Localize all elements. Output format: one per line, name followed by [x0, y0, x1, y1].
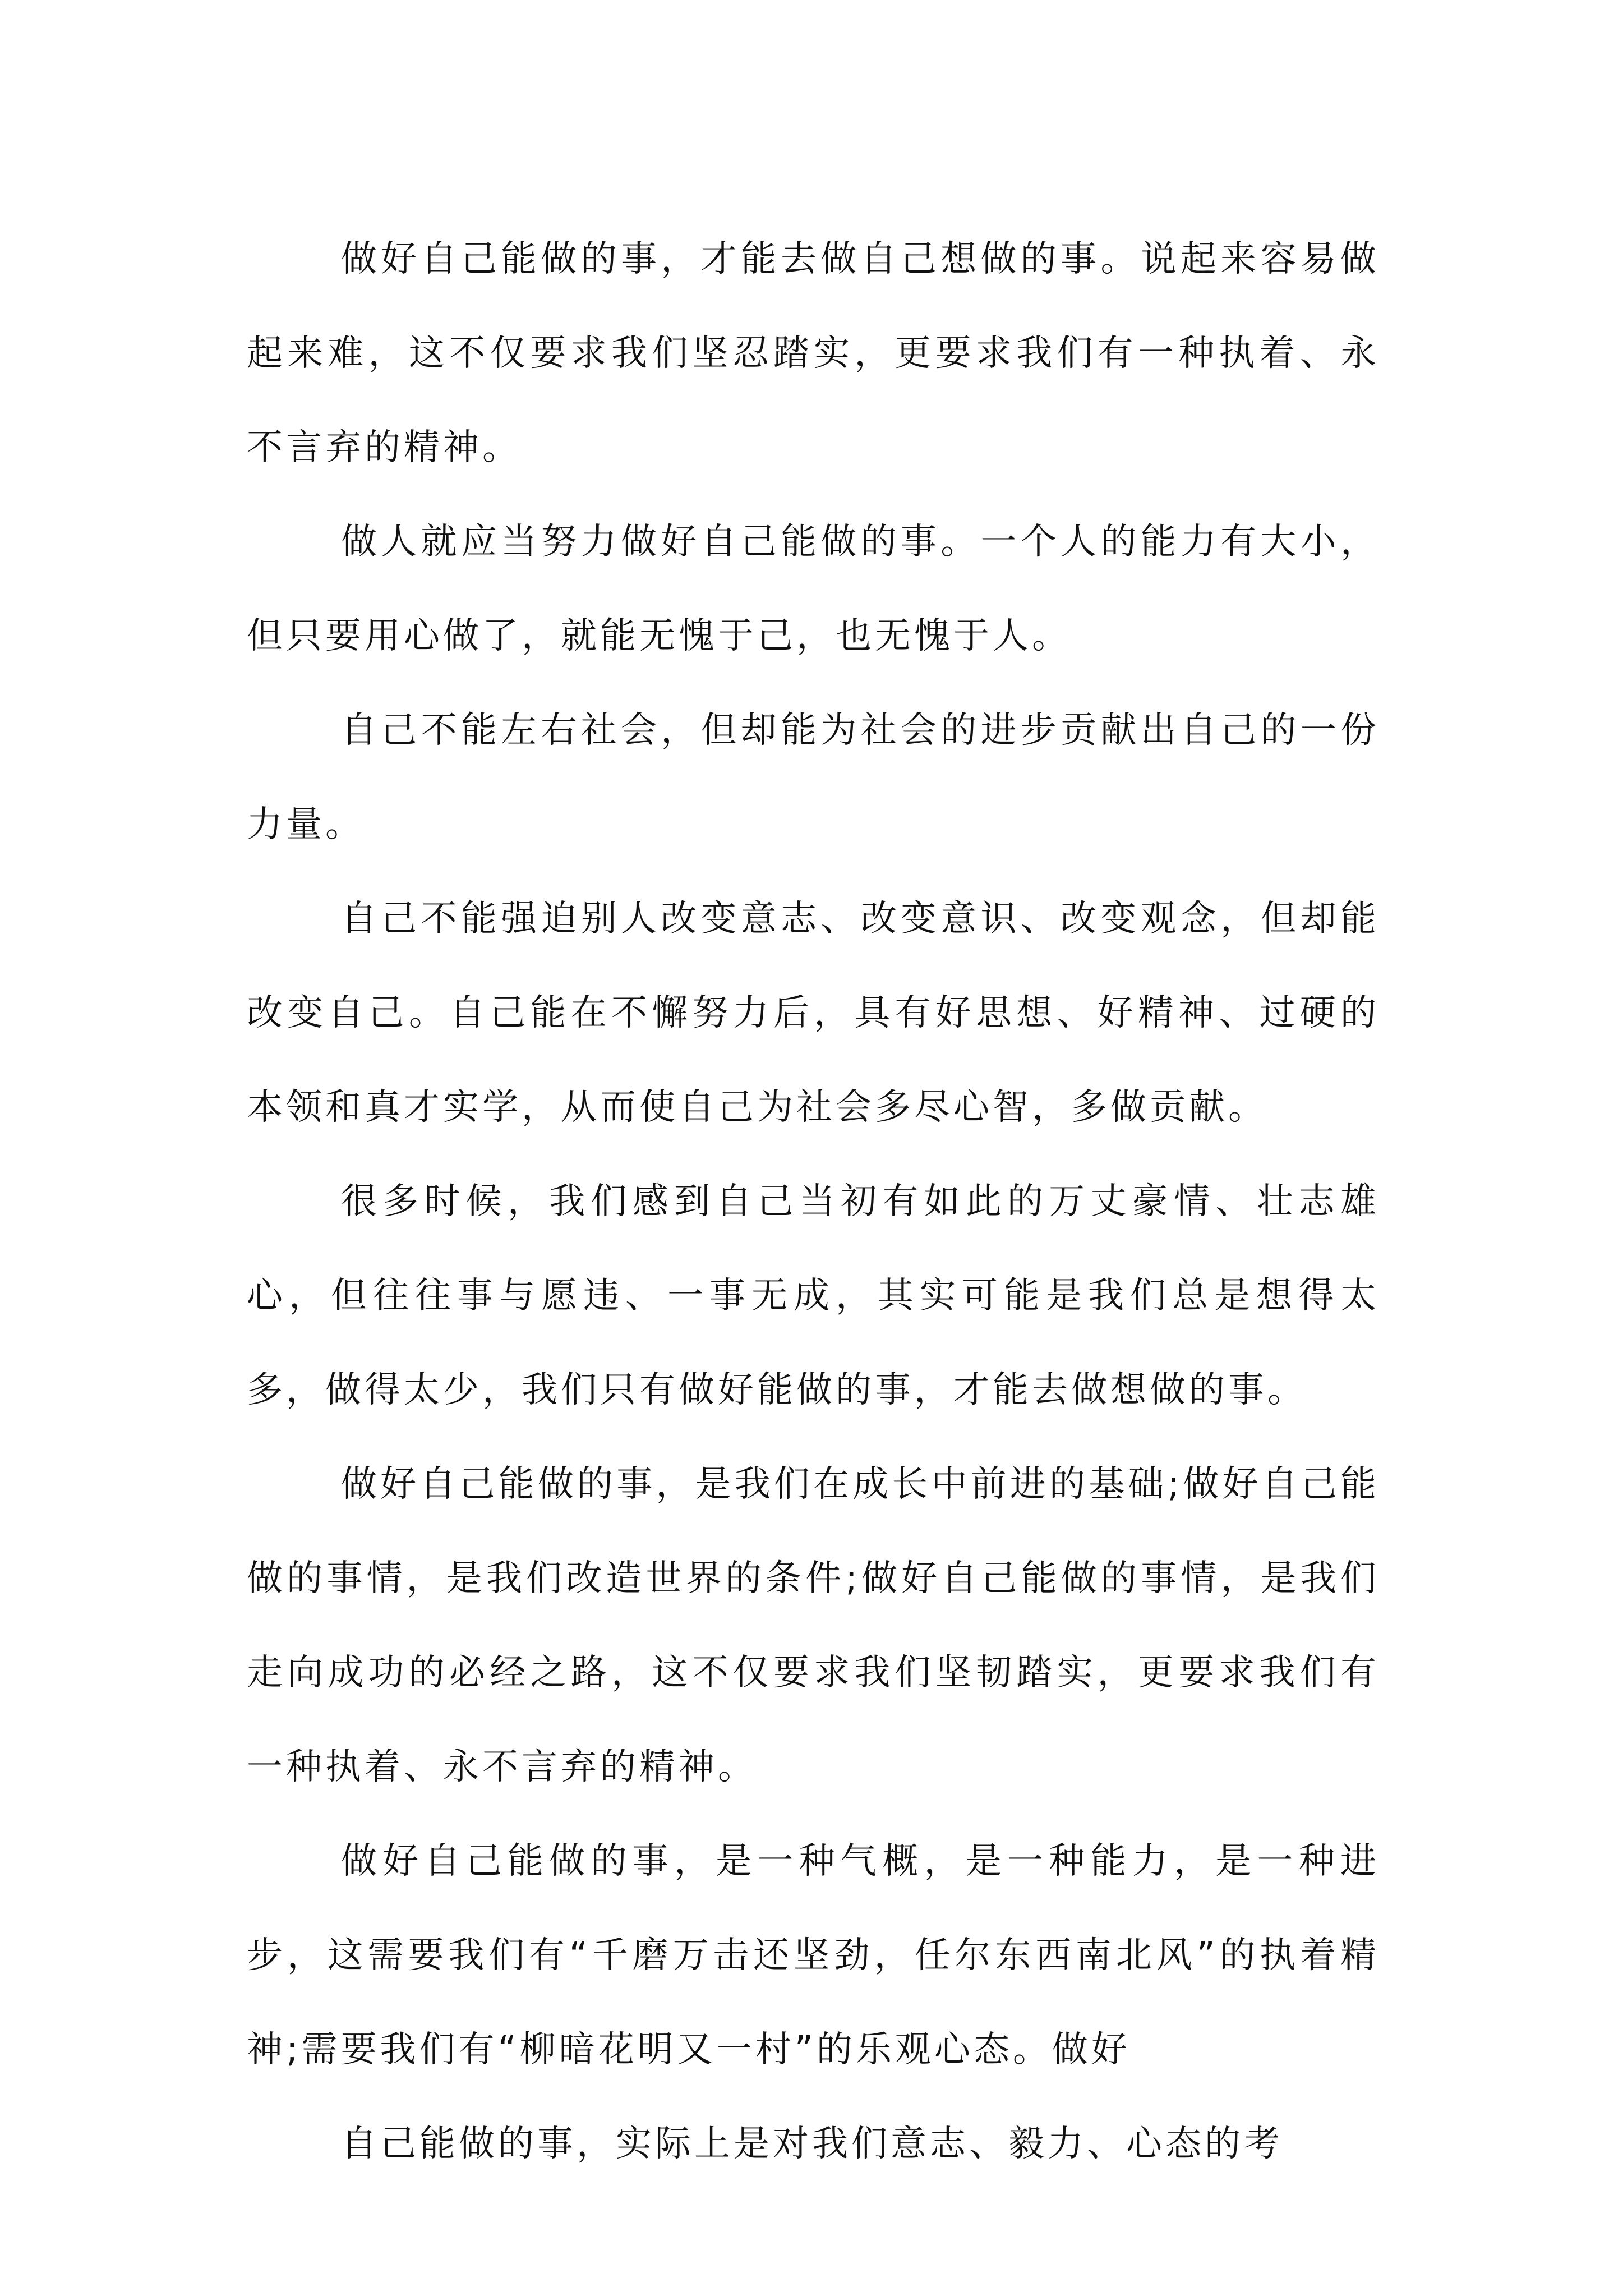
paragraph-2: 做人就应当努力做好自己能做的事。一个人的能力有大小，但只要用心做了，就能无愧于己，也无愧于人。 — [247, 521, 1380, 657]
paragraph-8: 自己能做的事，实际上是对我们意志、毅力、心态的考 — [341, 2123, 1283, 2165]
paragraph-3: 自己不能左右社会，但却能为社会的进步贡献出自己的一份力量。 — [247, 710, 1380, 845]
document-body — [247, 212, 1380, 2191]
paragraph-6: 做好自己能做的事，是我们在成长中前进的基础;做好自己能做的事情，是我们改造世界的条件;做好自己能做的事情，是我们走向成功的必经之路，这不仅要求我们坚韧踏实，更要求我们有一种执着、永不言弃的精神。 — [247, 1464, 1380, 1788]
paragraph-7: 做好自己能做的事，是一种气概，是一种能力，是一种进步，这需要我们有“千磨万击还坚劲，任尔东西南北风”的执着精神;需要我们有“柳暗花明又一村”的乐观心态。做好 — [247, 1841, 1380, 2070]
paragraph-4: 自己不能强迫别人改变意志、改变意识、改变观念，但却能改变自己。自己能在不懈努力后，具有好思想、好精神、过硬的本领和真才实学，从而使自己为社会多尽心智，多做贡献。 — [247, 898, 1380, 1128]
paragraph-5: 很多时候，我们感到自己当初有如此的万丈豪情、壮志雄心，但往往事与愿违、一事无成，其实可能是我们总是想得太多，做得太少，我们只有做好能做的事，才能去做想做的事。 — [247, 1181, 1380, 1411]
paragraph-1: 做好自己能做的事，才能去做自己想做的事。说起来容易做起来难，这不仅要求我们坚忍踏实，更要求我们有一种执着、永不言弃的精神。 — [247, 238, 1380, 468]
